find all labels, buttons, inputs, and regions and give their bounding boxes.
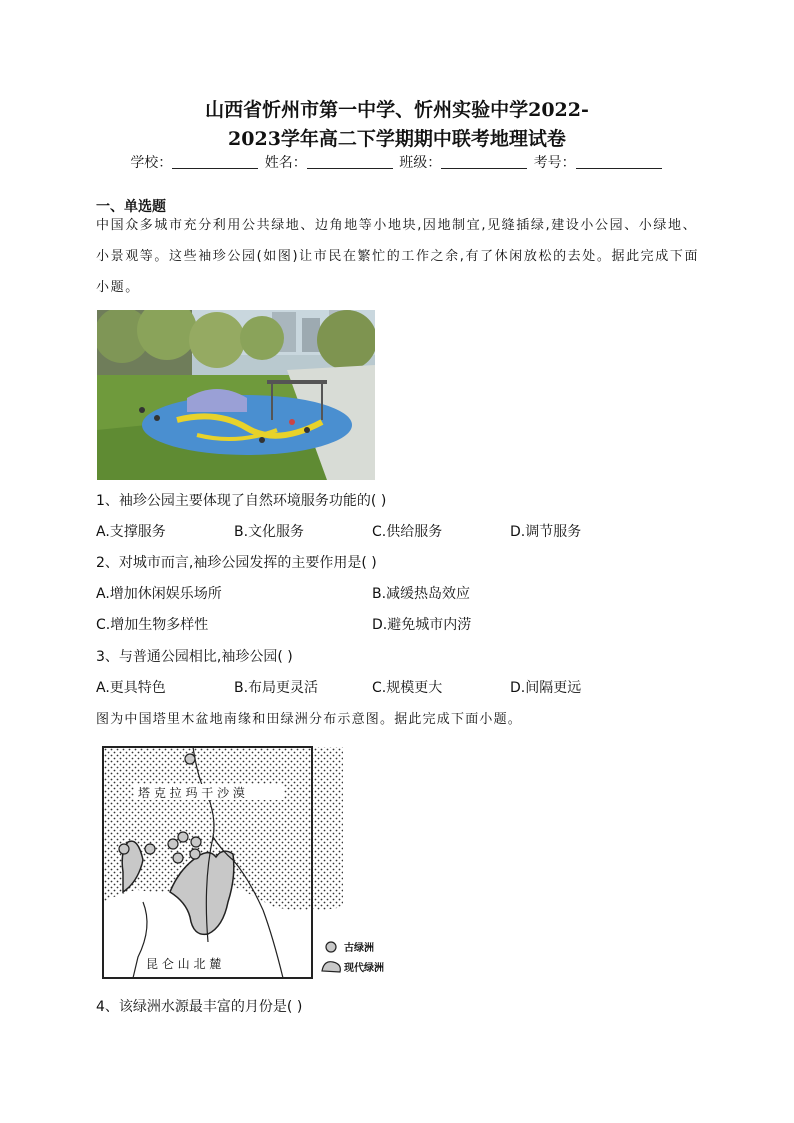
school-blank[interactable] [172,154,258,169]
q3-option-c[interactable]: C.规模更大 [372,680,443,696]
desert-label: 塔 克 拉 玛 干 沙 漠 [138,786,245,800]
q2-option-a[interactable]: A.增加休闲娱乐场所 [96,586,222,602]
name-label: 姓名： [264,155,307,171]
q3-option-d[interactable]: D.间隔更远 [510,680,582,696]
pocket-park-photo [97,310,375,480]
legend-ancient-label: 古绿洲 [344,943,374,954]
class-blank[interactable] [441,154,527,169]
q2-option-b[interactable]: B.减缓热岛效应 [372,586,471,602]
mountain-label: 昆 仑 山 北 麓 [146,957,222,971]
q1-option-d[interactable]: D.调节服务 [510,524,582,540]
q2-option-d[interactable]: D.避免城市内涝 [372,617,472,633]
name-blank[interactable] [307,154,393,169]
passage-1: 中国众多城市充分利用公共绿地、边角地等小地块,因地制宜,见缝插绿,建设小公园、小绿地、小景观等。这些袖珍公园(如图)让市民在繁忙的工作之余,有了休闲放松的去处。据此完成下面小题。 [96,218,700,295]
school-label: 学校： [130,155,173,171]
q1-option-b[interactable]: B.文化服务 [234,524,305,540]
section-heading: 一、单选题 [96,199,166,215]
class-label: 班级： [399,155,442,171]
exam-title-line1: 山西省忻州市第一中学、忻州实验中学2022- [205,99,589,121]
q1-option-c[interactable]: C.供给服务 [372,524,443,540]
q2-option-c[interactable]: C.增加生物多样性 [96,617,209,633]
exam-title-line2: 2023学年高二下学期期中联考地理试卷 [228,128,566,150]
hotan-oasis-map [98,742,398,982]
q3-option-a[interactable]: A.更具特色 [96,680,166,696]
number-label: 考号： [533,155,576,171]
q3-option-b[interactable]: B.布局更灵活 [234,680,319,696]
legend-modern-label: 现代绿洲 [344,963,384,974]
number-blank[interactable] [576,154,662,169]
question-3: 3、与普通公园相比,袖珍公园( ) [96,649,293,665]
q1-option-a[interactable]: A.支撑服务 [96,524,166,540]
question-4: 4、该绿洲水源最丰富的月份是( ) [96,999,303,1015]
legend-ancient-symbol [326,942,336,952]
question-2: 2、对城市而言,袖珍公园发挥的主要作用是( ) [96,555,377,571]
passage-2: 图为中国塔里木盆地南缘和田绿洲分布示意图。据此完成下面小题。 [96,712,523,727]
student-info-line [0,153,794,173]
question-1: 1、袖珍公园主要体现了自然环境服务功能的( ) [96,493,387,509]
